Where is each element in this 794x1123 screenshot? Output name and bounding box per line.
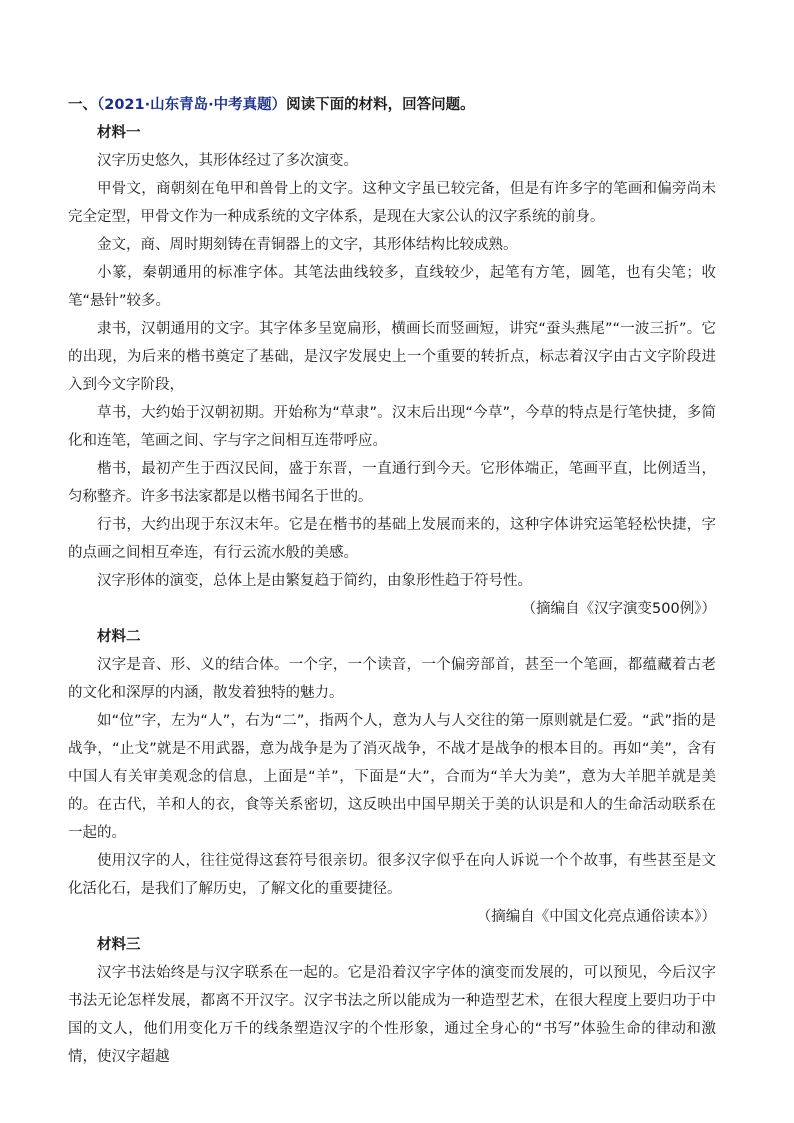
- question-source: （2021·山东青岛·中考真题）: [97, 97, 287, 113]
- material3-heading: 材料三: [97, 937, 141, 953]
- material2-paragraph: 使用汉字的人，往往觉得这套符号很亲切。很多汉字似乎在向人诉说一个个故事，有些甚至是文化活化石，是我们了解历史，了解文化的重要捷径。: [68, 853, 716, 897]
- material2-paragraph: 如“位”字，左为“人”，右为“二”，指两个人，意为人与人交往的第一原则就是仁爱。“武”指的是战争，“止戈”就是不用武器，意为战争是为了消灭战争，不战才是战争的根本目的。再如“美”，含有中国人有关审美观念的信息，上面是“羊”，下面是“大”，合而为“羊大为美”，意为大羊肥羊就是美的。在古代，羊和人的衣，食等关系密切，这反映出中国早期关于美的认识是和人的生命活动联系在一起的。: [68, 713, 716, 841]
- question-title: [68, 91, 716, 119]
- material1-source: （摘编自《汉字演变500例》）: [521, 601, 716, 617]
- question-instruction: 阅读下面的材料，回答问题。: [286, 97, 475, 113]
- material1-paragraph: 甲骨文，商朝刻在龟甲和兽骨上的文字。这种文字虽已较完备，但是有许多字的笔画和偏旁尚未完全定型，甲骨文作为一种成系统的文字体系，是现在大家公认的汉字系统的前身。: [68, 181, 716, 225]
- material1-paragraph: 行书，大约出现于东汉末年。它是在楷书的基础上发展而来的，这种字体讲究运笔轻松快捷，字的点画之间相互牵连，有行云流水般的美感。: [68, 517, 716, 561]
- material1-paragraph: 金文，商、周时期刻铸在青铜器上的文字，其形体结构比较成熟。: [97, 237, 518, 253]
- material1-paragraph: 草书，大约始于汉朝初期。开始称为“草隶”。汉末后出现“今草”，今草的特点是行笔快捷，多简化和连笔，笔画之间、字与字之间相互连带呼应。: [68, 405, 716, 449]
- material1-paragraph: 隶书，汉朝通用的文字。其字体多呈宽扁形，横画长而竖画短，讲究“蚕头燕尾”“一波三折”。它的出现，为后来的楷书奠定了基础，是汉字发展史上一个重要的转折点，标志着汉字由古文字阶段进入到今文字阶段，: [68, 321, 716, 393]
- material1-heading: 材料一: [97, 125, 141, 141]
- material2-source: （摘编自《中国文化亮点通俗读本》）: [476, 909, 716, 925]
- document-content: [68, 91, 716, 1071]
- material1-paragraph: 小篆，秦朝通用的标准字体。其笔法曲线较多，直线较少，起笔有方笔，圆笔，也有尖笔；收笔“悬针”较多。: [68, 265, 716, 309]
- material2-paragraph: 汉字是音、形、义的结合体。一个字，一个读音，一个偏旁部首，甚至一个笔画，都蕴藏着古老的文化和深厚的内涵，散发着独特的魅力。: [68, 657, 716, 701]
- material3-paragraph: 汉字书法始终是与汉字联系在一起的。它是沿着汉字字体的演变而发展的，可以预见，今后汉字书法无论怎样发展，都离不开汉字。汉字书法之所以能成为一种造型艺术，在很大程度上要归功于中国的文人，他们用变化万千的线条塑造汉字的个性形象，通过全身心的“书写”体验生命的律动和激情，使汉字超越: [68, 965, 716, 1065]
- material1-paragraph: 汉字历史悠久，其形体经过了多次演变。: [97, 153, 358, 169]
- question-prefix: 一、: [68, 97, 97, 113]
- material1-paragraph: 楷书，最初产生于西汉民间，盛于东晋，一直通行到今天。它形体端正，笔画平直，比例适当，匀称整齐。许多书法家都是以楷书闻名于世的。: [68, 461, 716, 505]
- material2-heading: 材料二: [97, 629, 141, 645]
- material1-paragraph: 汉字形体的演变，总体上是由繁复趋于简约，由象形性趋于符号性。: [97, 573, 532, 589]
